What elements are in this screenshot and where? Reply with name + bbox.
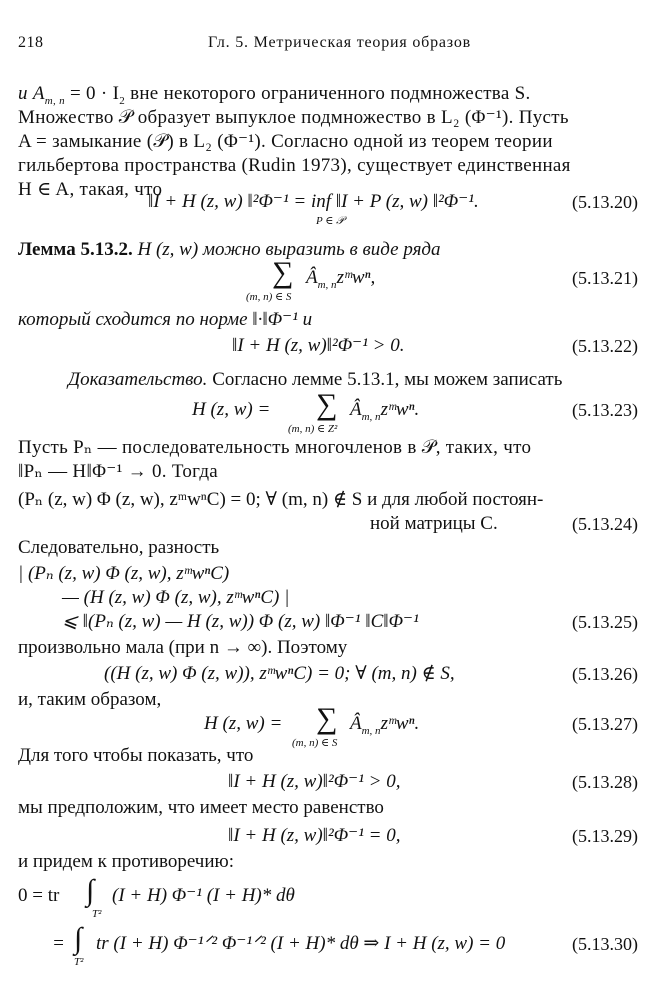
assume-line: мы предположим, что имеет место равенство — [18, 797, 384, 818]
equation-5-13-20-subscript: P ∈ 𝒫 — [316, 215, 345, 227]
contradiction-line: и придем к противоречию: — [18, 851, 234, 872]
equation-5-13-27: $Â_{m, n}zᵐw^n$. — [350, 713, 420, 737]
equation-5-13-23: $Â_{m, n}zᵐw^n$. — [350, 399, 420, 423]
equation-number-5-13-29: (5.13.29) — [572, 826, 638, 846]
after-23-line-1: Пусть Pₙ — последовательность многочленов в 𝒫, таких, что — [18, 437, 532, 458]
equation-number-5-13-21: (5.13.21) — [572, 268, 638, 288]
sum-symbol: ∑ — [272, 256, 294, 289]
integral-symbol: ∫ — [86, 874, 95, 907]
intro-line-2: Множество 𝒫 образует выпуклое подмножество в L₂ (Φ⁻¹). Пусть — [18, 107, 569, 128]
equation-number-5-13-30: (5.13.30) — [572, 934, 638, 954]
intro-line-3: A = замыкание (𝒫) в L₂ (Φ⁻¹). Согласно одной из теорем теории — [18, 131, 553, 152]
intro-line-1: и $A_{m, n} = 0 \cdot I_2$ вне некоторого ограниченного подмножества S. — [18, 83, 531, 107]
proof-line: Доказательство. Согласно лемме 5.13.1, мы можем записать — [68, 369, 563, 390]
page-header — [18, 34, 614, 58]
intro-line-4: гильбертова пространства (Rudin 1973), существует единственная — [18, 155, 571, 176]
sum-symbol: ∑ — [316, 702, 338, 735]
sum-symbol: ∑ — [316, 388, 338, 421]
equation-5-13-21: $Â_{m, n}zᵐw^n$, — [306, 267, 376, 291]
after-23-line-2: ‖Pₙ — H‖Φ⁻¹ → 0. Тогда — [18, 461, 219, 482]
equation-5-13-30-line-1: (I + H) Φ⁻¹ (I + H)* dθ — [112, 885, 295, 906]
equation-number-5-13-26: (5.13.26) — [572, 664, 638, 684]
equation-5-13-30-line-2-lhs: = — [52, 933, 65, 954]
equation-number-5-13-20: (5.13.20) — [572, 192, 638, 212]
arbitrary-small-line: произвольно мала (при n → ∞). Поэтому — [18, 637, 348, 658]
equation-5-13-20: ‖I + H (z, w) ‖²Φ⁻¹ = inf ‖I + P (z, w) ‖²Φ⁻¹. — [148, 191, 479, 212]
equation-number-5-13-22: (5.13.22) — [572, 336, 638, 356]
equation-5-13-30-line-2: tr (I + H) Φ⁻¹ᐟ² Φ⁻¹ᐟ² (I + H)* dθ ⇒ I + H (z, w) = 0 — [96, 933, 506, 954]
equation-5-13-26: ((H (z, w) Φ (z, w)), zᵐwⁿC) = 0; ∀ (m, n) ∉ S, — [104, 663, 455, 684]
equation-5-13-27-subscript: (m, n) ∈ S — [292, 737, 338, 749]
equation-5-13-25-line-1: | (Pₙ (z, w) Φ (z, w), zᵐwⁿC) — [18, 563, 230, 584]
equation-5-13-27-lhs: H (z, w) = — [204, 713, 283, 734]
equation-5-13-25-line-2: — (H (z, w) Φ (z, w), zᵐwⁿC) | — [62, 587, 290, 608]
equation-number-5-13-27: (5.13.27) — [572, 714, 638, 734]
equation-number-5-13-25: (5.13.25) — [572, 612, 638, 632]
integral-domain-1: T² — [92, 908, 102, 920]
equation-5-13-23-lhs: H (z, w) = — [192, 399, 271, 420]
equation-5-13-24-line-2: ной матрицы C. — [370, 513, 498, 534]
equation-number-5-13-23: (5.13.23) — [572, 400, 638, 420]
integral-domain-2: T² — [74, 956, 84, 968]
page-number: 218 — [18, 34, 44, 51]
equation-number-5-13-28: (5.13.28) — [572, 772, 638, 792]
lemma-heading: Лемма 5.13.2. H (z, w) можно выразить в виде ряда — [18, 239, 441, 260]
lemma-continuation: который сходится по норме ‖·‖Φ⁻¹ и — [18, 309, 313, 330]
integral-symbol: ∫ — [74, 922, 83, 955]
equation-5-13-28: ‖I + H (z, w)‖²Φ⁻¹ > 0, — [228, 771, 401, 792]
consequently-line: Следовательно, разность — [18, 537, 220, 558]
running-head: Гл. 5. Метрическая теория образов — [208, 34, 471, 51]
equation-5-13-23-subscript: (m, n) ∈ Z² — [288, 423, 338, 435]
equation-5-13-24-line-1: (Pₙ (z, w) Φ (z, w), zᵐwⁿC) = 0; ∀ (m, n) ∉ S и для любой постоян- — [18, 489, 544, 510]
equation-number-5-13-24: (5.13.24) — [572, 514, 638, 534]
intro-line-5: H ∈ A, такая, что — [18, 179, 163, 200]
equation-5-13-22: ‖I + H (z, w)‖²Φ⁻¹ > 0. — [232, 335, 405, 356]
equation-5-13-30-line-1-lhs: 0 = tr — [18, 885, 60, 906]
thus-line: и, таким образом, — [18, 689, 162, 710]
equation-5-13-29: ‖I + H (z, w)‖²Φ⁻¹ = 0, — [228, 825, 401, 846]
to-show-line: Для того чтобы показать, что — [18, 745, 254, 766]
equation-5-13-21-subscript: (m, n) ∈ S — [246, 291, 292, 303]
equation-5-13-25-line-3: ⩽ ‖(Pₙ (z, w) — H (z, w)) Φ (z, w) ‖Φ⁻¹ ‖C‖Φ⁻¹ — [62, 611, 419, 632]
